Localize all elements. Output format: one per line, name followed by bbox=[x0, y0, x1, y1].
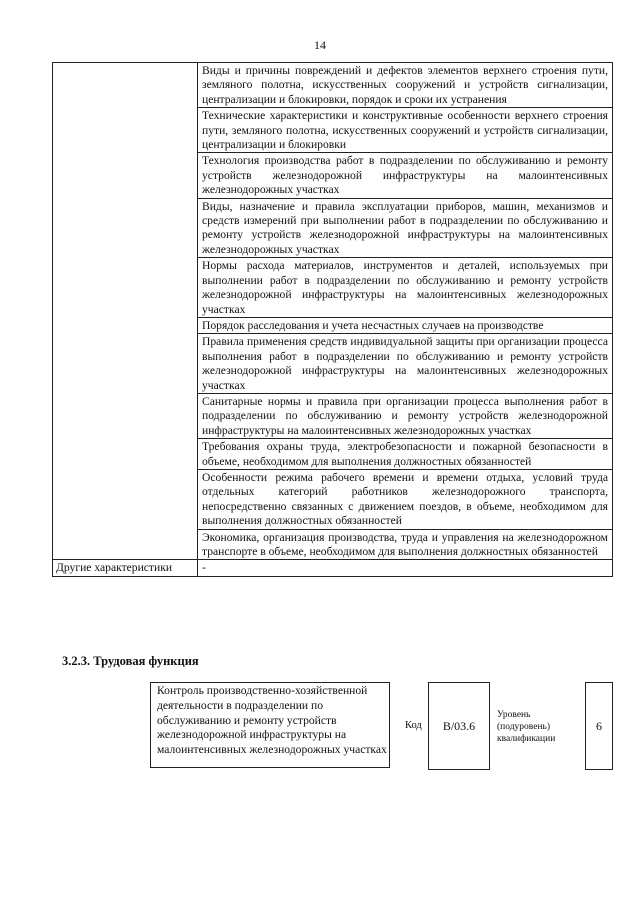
knowledge-item: Виды и причины повреждений и дефектов элементов верхнего строения пути, земляного полотна, искусственных сооружений и устройств сигнализации, централизации и блокировки, порядок и сроки их устранения bbox=[198, 63, 613, 108]
section-title: 3.2.3. Трудовая функция bbox=[62, 654, 199, 668]
knowledge-item: Технические характеристики и конструктивные особенности верхнего строения пути, земляного полотна, искусственных сооружений и устройств сигнализации, централизации и блокировки bbox=[198, 108, 613, 153]
knowledge-item: Санитарные нормы и правила при организации процесса выполнения работ в подразделении по обслуживанию и ремонту устройств железнодорожной инфраструктуры на малоинтенсивных железнодорожных участках bbox=[198, 393, 613, 438]
table-row bbox=[53, 560, 613, 576]
level-label: Уровень (подуровень) квалификации bbox=[497, 710, 556, 744]
table-row bbox=[53, 63, 613, 108]
empty-label-cell bbox=[53, 63, 198, 560]
other-characteristics-label: Другие характеристики bbox=[53, 560, 198, 576]
other-characteristics-value: - bbox=[198, 560, 613, 576]
function-name-box: Контроль производственно-хозяйственной деятельности в подразделении по обслуживанию и ремонту устройств железнодорожной инфраструктуры на малоинтенсивных железнодорожных участках bbox=[150, 682, 390, 768]
knowledge-item: Виды, назначение и правила эксплуатации приборов, машин, механизмов и средств измерений при выполнении работ в подразделении по обслуживанию и ремонту устройств железнодорожной инфраструктуры на малоинтенсивных железнодорожных участках bbox=[198, 198, 613, 258]
knowledge-item: Порядок расследования и учета несчастных случаев на производстве bbox=[198, 317, 613, 333]
knowledge-item: Правила применения средств индивидуальной защиты при организации процесса выполнения работ в подразделении по обслуживанию и ремонту устройств железнодорожной инфраструктуры на малоинтенсивных железнодорожных участках bbox=[198, 334, 613, 394]
page-number: 14 bbox=[314, 38, 326, 52]
knowledge-item: Требования охраны труда, электробезопасности и пожарной безопасности в объеме, необходимом для выполнения должностных обязанностей bbox=[198, 439, 613, 470]
code-label: Код bbox=[405, 720, 422, 731]
knowledge-item: Технология производства работ в подразделении по обслуживанию и ремонту устройств железнодорожной инфраструктуры на малоинтенсивных железнодорожных участках bbox=[198, 153, 613, 198]
level-value: 6 bbox=[585, 682, 613, 770]
knowledge-item: Экономика, организация производства, труда и управления на железнодорожном транспорте в объеме, необходимом для выполнения должностных обязанностей bbox=[198, 529, 613, 560]
knowledge-item: Нормы расхода материалов, инструментов и деталей, используемых при выполнении работ в подразделении по обслуживанию и ремонту устройств железнодорожной инфраструктуры на малоинтенсивных железнодорожных участках bbox=[198, 258, 613, 318]
code-value: B/03.6 bbox=[428, 682, 490, 770]
knowledge-item: Особенности режима рабочего времени и времени отдыха, условий труда отдельных категорий работников железнодорожного транспорта, непосредственно связанных с движением поездов, в объеме, необходимом для выполнения должностных обязанностей bbox=[198, 469, 613, 529]
requirements-table bbox=[52, 62, 613, 577]
